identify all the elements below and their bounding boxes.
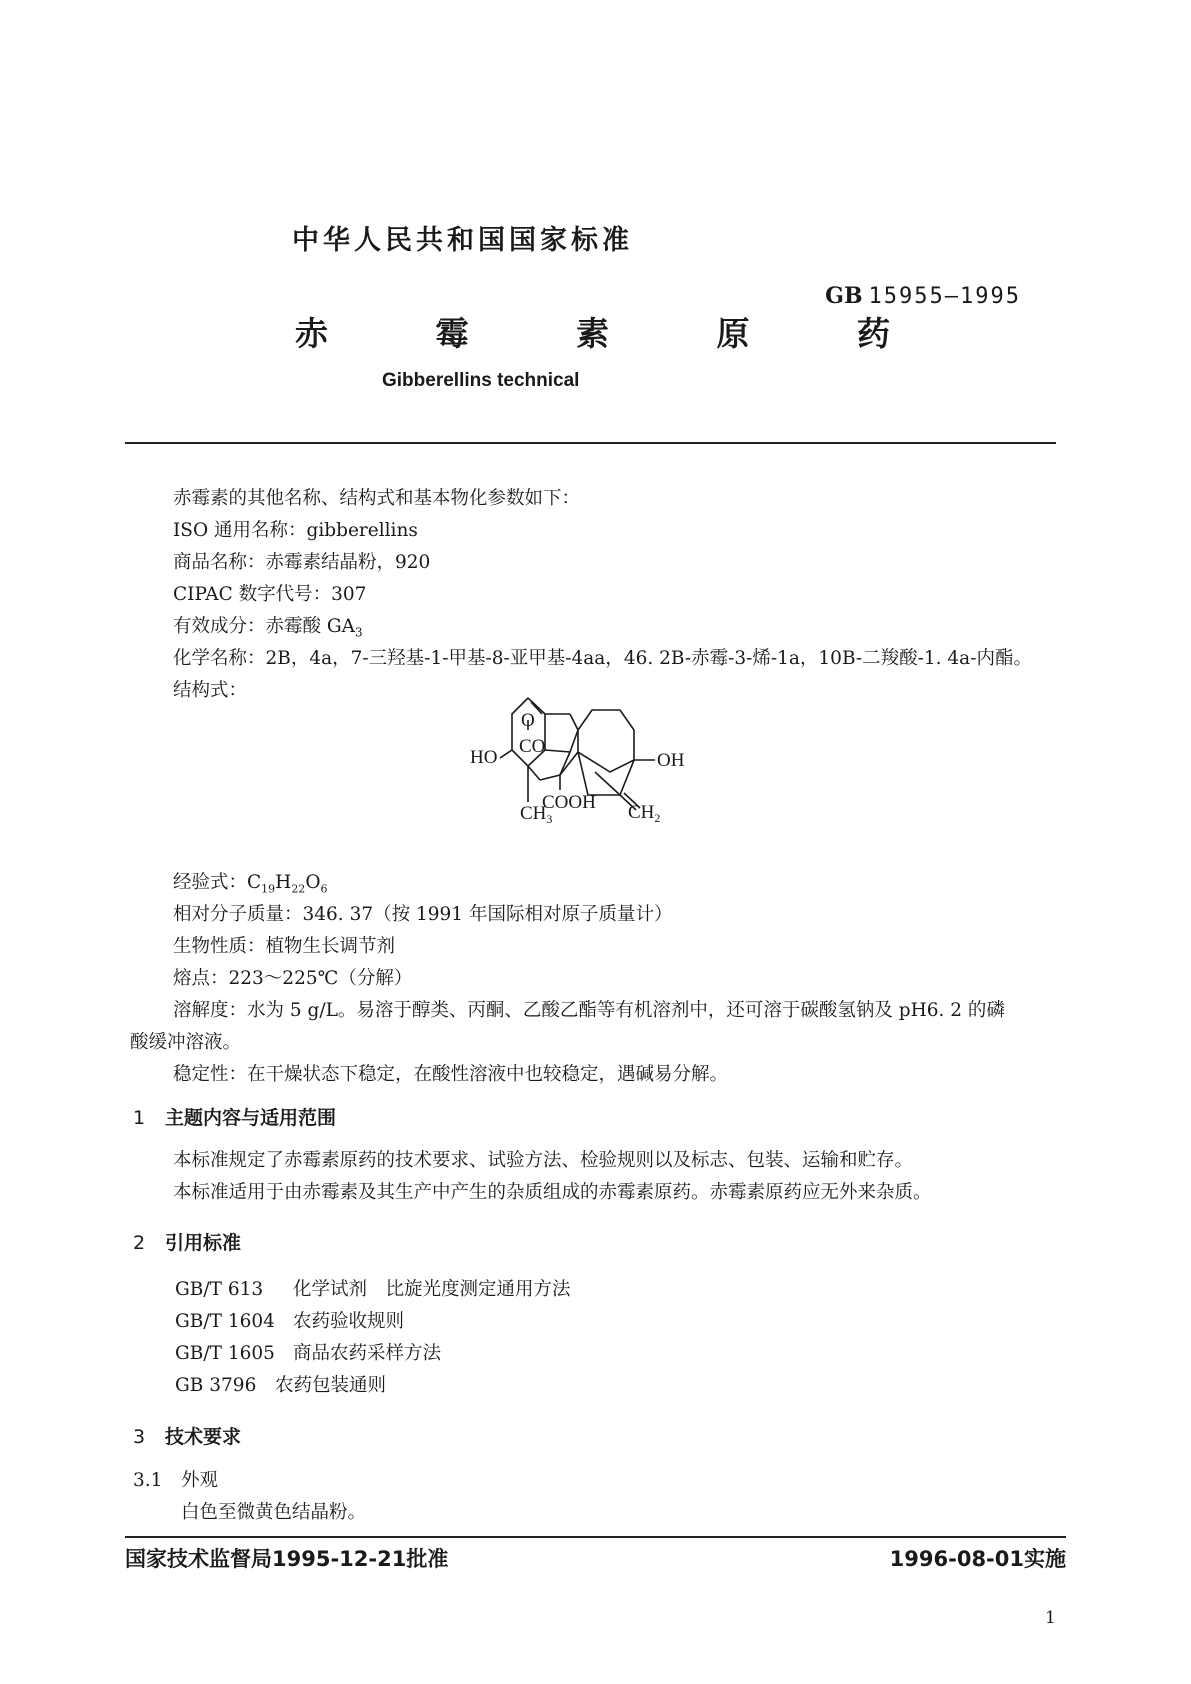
section-3-num: 3 [133,1426,146,1448]
formula-label: 经验式： [173,872,248,893]
ref-code: GB/T 1604 [175,1311,275,1332]
ref-code: GB/T 613 [175,1279,264,1300]
label-cooh: COOH [542,792,596,813]
subsection-3-1-title: 外观 [181,1470,219,1491]
chemical-name: 化学名称：2B，4a，7-三羟基-1-甲基-8-亚甲基-4aa，46. 2B-赤霉-3-烯-1a，10B-二羧酸-1. 4a-内酯。 [173,648,1032,669]
code-prefix: GB [825,283,863,309]
ref-row [175,1275,571,1301]
stability: 稳定性：在干燥状态下稳定，在酸性溶液中也较稳定，遇碱易分解。 [173,1064,729,1085]
melting-point: 熔点：223～225℃（分解） [173,968,413,989]
molar-mass: 相对分子质量：346. 37（按 1991 年国际相对原子质量计） [173,904,673,925]
footer-rule [125,1536,1066,1538]
ref-code: GB/T 1605 [175,1343,275,1364]
iso-name: ISO 通用名称：gibberellins [173,520,418,541]
section-3-heading [133,1422,241,1449]
ref-code: GB 3796 [175,1375,257,1396]
label-oh: OH [657,750,685,771]
ref-title: 商品农药采样方法 [293,1343,442,1364]
active-text: 有效成分：赤霉酸 GA [173,616,356,637]
section-2-title: 引用标准 [165,1232,242,1254]
code-number: 15955—1995 [868,284,1021,309]
active-ingredient [173,612,363,640]
active-sub: 3 [355,625,363,640]
formula-h: H [275,872,292,893]
approval-line: 国家技术监督局1995-12-21批准 [125,1547,449,1571]
solubility-line1: 溶解度：水为 5 g/L。易溶于醇类、丙酮、乙酸乙酯等有机溶剂中，还可溶于碳酸氢钠及 pH6. 2 的磷 [173,1000,1005,1021]
national-standard-heading: 中华人民共和国国家标准 [292,225,633,256]
subsection-3-1-num: 3.1 [133,1470,163,1491]
subsection-3-1 [133,1466,218,1492]
formula-c-n: 19 [261,882,276,896]
label-ch2 [628,802,660,825]
ch2-text: CH [628,802,655,823]
document-title: 赤 霉 素 原 药 [295,314,938,353]
label-ho: HO [470,747,498,768]
section-1-num: 1 [133,1107,146,1129]
section-1-p2: 本标准适用于由赤霉素及其生产中产生的杂质组成的赤霉素原药。赤霉素原药应无外来杂质。 [173,1182,932,1203]
section-2-num: 2 [133,1232,146,1254]
subsection-3-1-text: 白色至微黄色结晶粉。 [181,1502,367,1523]
section-2-heading [133,1228,241,1255]
intro-lead: 赤霉素的其他名称、结构式和基本物化参数如下： [173,488,581,509]
formula-o-n: 6 [320,882,328,896]
solubility-line2: 酸缓冲溶液。 [130,1032,242,1053]
formula-c: C [247,872,262,893]
label-co: CO [519,736,546,757]
ref-title: 农药包装通则 [275,1375,387,1396]
structure-label: 结构式： [173,680,248,701]
ref-title: 农药验收规则 [293,1311,405,1332]
section-1-p1: 本标准规定了赤霉素原药的技术要求、试验方法、检验规则以及标志、包装、运输和贮存。 [173,1150,914,1171]
ch3-sub: 3 [546,812,553,826]
effective-date: 1996-08-01实施 [889,1547,1066,1571]
biological-property: 生物性质：植物生长调节剂 [173,936,396,957]
header-rule [125,442,1056,444]
section-1-heading [133,1103,336,1130]
formula-o: O [305,872,321,893]
empirical-formula [173,868,327,896]
ref-row [175,1339,441,1365]
ref-title: 化学试剂 比旋光度测定通用方法 [293,1279,571,1300]
ch3-text: CH [520,803,547,824]
ref-row [175,1371,386,1397]
section-3-title: 技术要求 [165,1426,242,1448]
document-title-english: Gibberellins technical [382,370,580,391]
formula-h-n: 22 [291,882,306,896]
ref-row [175,1307,404,1333]
trade-name: 商品名称：赤霉素结晶粉，920 [173,552,431,573]
label-o: O [521,710,535,731]
ch2-sub: 2 [654,811,661,825]
section-1-title: 主题内容与适用范围 [165,1107,337,1129]
structural-formula [470,690,720,855]
standard-code [825,283,1021,309]
page-number: 1 [1045,1608,1056,1628]
cipac-code: CIPAC 数字代号：307 [173,584,367,605]
